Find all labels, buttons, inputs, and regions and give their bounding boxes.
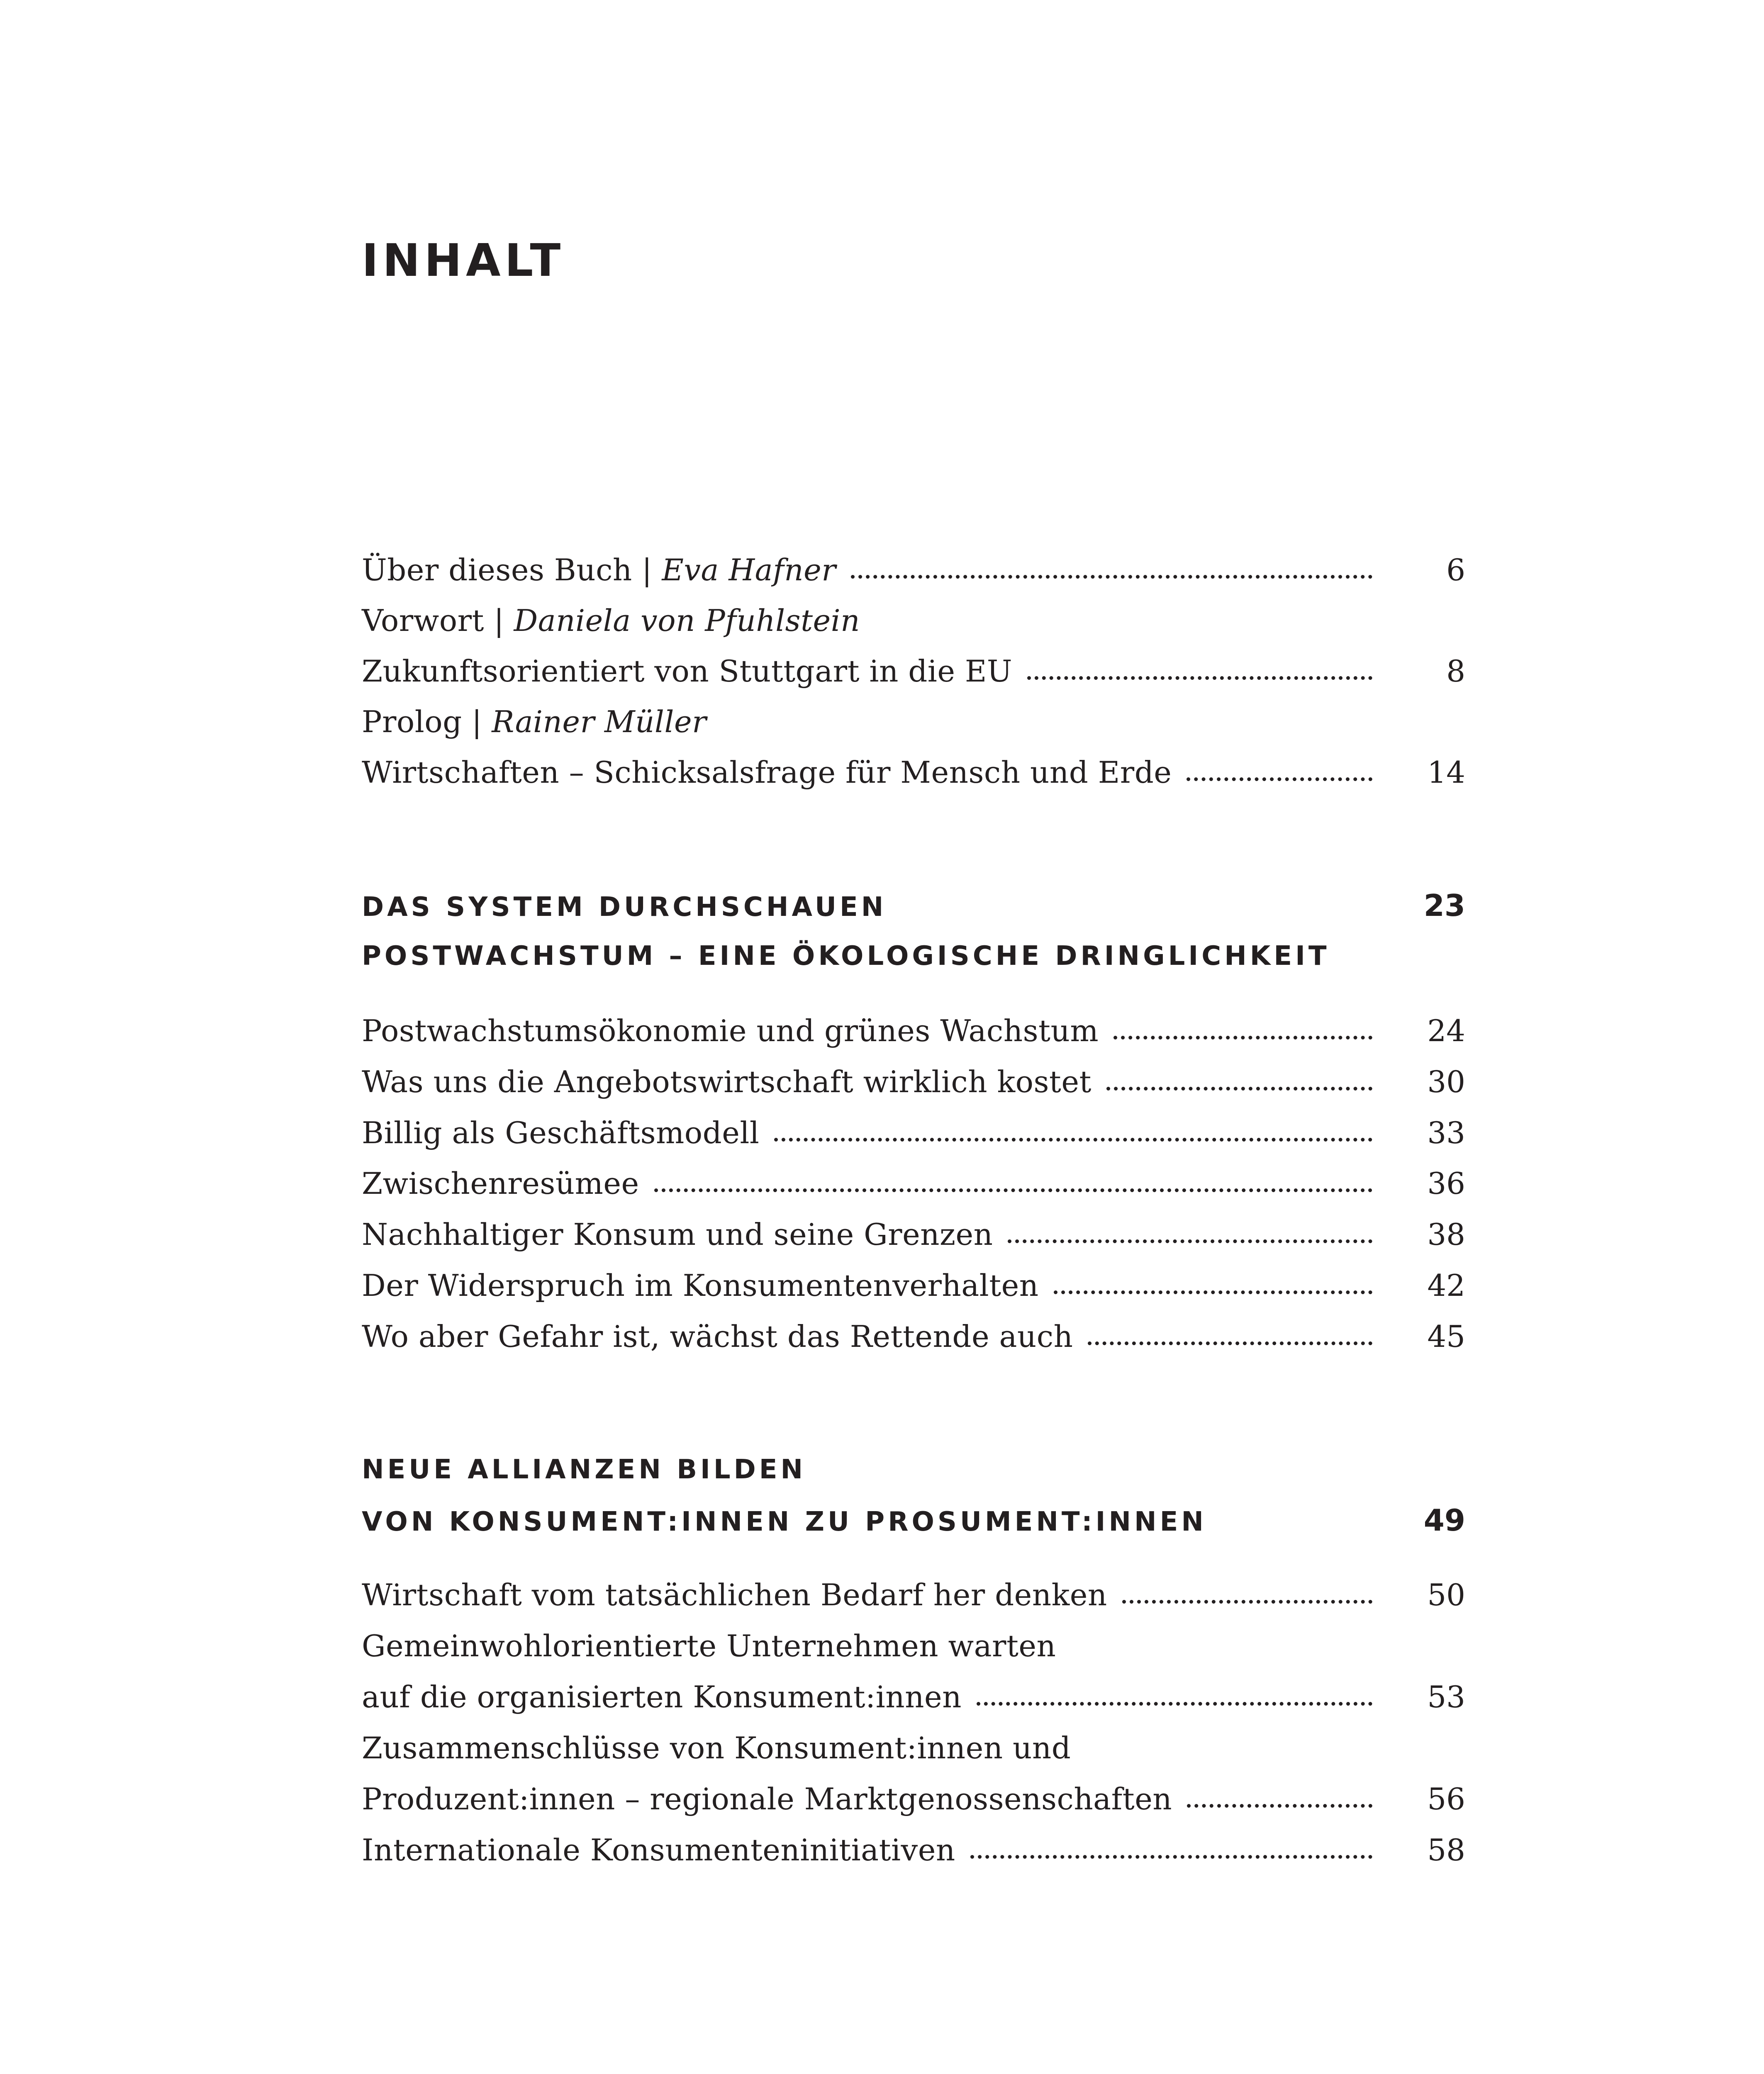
- toc-entry[interactable]: [362, 750, 1465, 795]
- toc-page-number: 33: [1427, 1115, 1465, 1150]
- dot-leader: [654, 1188, 1372, 1192]
- dot-leader: [774, 1138, 1372, 1142]
- section-heading-line2: POSTWACHSTUM – EINE ÖKOLOGISCHE DRINGLICHKEIT: [362, 941, 1330, 971]
- toc-page-number: 50: [1427, 1577, 1465, 1612]
- toc-page-number: 38: [1427, 1217, 1465, 1252]
- toc-entry-title: Wirtschaften – Schicksalsfrage für Mensch und Erde: [362, 755, 1172, 790]
- dot-leader: [1054, 1290, 1372, 1294]
- toc-entry-title: Prolog | Rainer Müller: [362, 704, 707, 739]
- toc-entry[interactable]: [362, 1110, 1465, 1156]
- dot-leader: [1088, 1341, 1372, 1345]
- toc-page-number: 24: [1427, 1013, 1465, 1048]
- section-heading[interactable]: [362, 1447, 1465, 1492]
- toc-entry-title: Produzent:innen – regionale Marktgenossenschaften: [362, 1782, 1172, 1816]
- toc-entry-title: Postwachstumsökonomie und grünes Wachstum: [362, 1013, 1099, 1048]
- toc-entry-title: Gemeinwohlorientierte Unternehmen warten: [362, 1629, 1056, 1663]
- toc-entry[interactable]: [362, 1314, 1465, 1359]
- toc-entry[interactable]: [362, 1674, 1465, 1720]
- toc-entry-title: Zwischenresümee: [362, 1166, 639, 1201]
- dot-leader: [1187, 1804, 1372, 1808]
- toc-page-number: 30: [1427, 1064, 1465, 1099]
- toc-page-number: 53: [1427, 1680, 1465, 1714]
- dot-leader: [851, 575, 1372, 579]
- toc-entry-author: Daniela von Pfuhlstein: [514, 603, 860, 638]
- section-heading-line1: NEUE ALLIANZEN BILDEN: [362, 1454, 806, 1485]
- dot-leader: [977, 1702, 1372, 1706]
- toc-entry[interactable]: [362, 1827, 1465, 1873]
- toc-entry-title: Zukunftsorientiert von Stuttgart in die EU: [362, 654, 1013, 689]
- section-heading[interactable]: [362, 883, 1465, 928]
- toc-page-number: 58: [1427, 1833, 1465, 1867]
- toc-entry-title: Wirtschaft vom tatsächlichen Bedarf her denken: [362, 1577, 1107, 1612]
- dot-leader: [1008, 1239, 1372, 1243]
- section-subheading: [362, 933, 1465, 979]
- dot-leader: [1106, 1087, 1372, 1091]
- toc-page-number: 14: [1427, 755, 1465, 790]
- toc-entry[interactable]: [362, 1212, 1465, 1257]
- toc-entry[interactable]: [362, 1161, 1465, 1206]
- dot-leader: [1187, 777, 1372, 781]
- toc-entry-title: auf die organisierten Konsument:innen: [362, 1680, 962, 1714]
- toc-entry-title: Vorwort | Daniela von Pfuhlstein: [362, 603, 860, 638]
- dot-leader: [1027, 676, 1372, 680]
- section-heading-line2: VON KONSUMENT:INNEN ZU PROSUMENT:INNEN: [362, 1507, 1207, 1537]
- dot-leader: [970, 1855, 1372, 1859]
- toc-page-number: 45: [1427, 1319, 1465, 1354]
- toc-page-number: 36: [1427, 1166, 1465, 1201]
- toc-page-number: 6: [1446, 553, 1465, 587]
- toc-page-number: 8: [1446, 654, 1465, 689]
- toc-entry-title: Internationale Konsumenteninitiativen: [362, 1833, 955, 1867]
- dot-leader: [1113, 1036, 1372, 1039]
- toc-page-number: 42: [1427, 1268, 1465, 1303]
- toc-entry-line[interactable]: [362, 1725, 1465, 1771]
- toc-entry[interactable]: [362, 1263, 1465, 1308]
- toc-entry-title: Über dieses Buch | Eva Hafner: [362, 553, 836, 587]
- section-subheading[interactable]: [362, 1497, 1465, 1543]
- toc-entry[interactable]: [362, 699, 1465, 745]
- toc-entry[interactable]: [362, 1776, 1465, 1822]
- section-page-number: 23: [1423, 888, 1465, 923]
- toc-entry-title: Zusammenschlüsse von Konsument:innen und: [362, 1731, 1071, 1765]
- toc-entry-author: Eva Hafner: [662, 553, 836, 587]
- toc-entry-title: Nachhaltiger Konsum und seine Grenzen: [362, 1217, 993, 1252]
- page-title: INHALT: [362, 235, 565, 287]
- toc-entry[interactable]: [362, 598, 1465, 643]
- toc-entry-title: Der Widerspruch im Konsumentenverhalten: [362, 1268, 1039, 1303]
- dot-leader: [1122, 1600, 1372, 1604]
- toc-entry[interactable]: [362, 1059, 1465, 1105]
- toc-page-number: 56: [1427, 1782, 1465, 1816]
- toc-entry-author: Rainer Müller: [492, 704, 707, 739]
- toc-entry-title: Billig als Geschäftsmodell: [362, 1115, 760, 1150]
- toc-entry[interactable]: [362, 547, 1465, 593]
- section-heading-line1: DAS SYSTEM DURCHSCHAUEN: [362, 892, 887, 923]
- toc-entry[interactable]: [362, 1008, 1465, 1054]
- toc-entry[interactable]: [362, 1572, 1465, 1618]
- toc-entry-title: Wo aber Gefahr ist, wächst das Rettende auch: [362, 1319, 1073, 1354]
- section-page-number: 49: [1423, 1503, 1465, 1538]
- toc-entry[interactable]: [362, 648, 1465, 694]
- toc-entry-title: Was uns die Angebotswirtschaft wirklich kostet: [362, 1064, 1092, 1099]
- toc-entry-line[interactable]: [362, 1623, 1465, 1669]
